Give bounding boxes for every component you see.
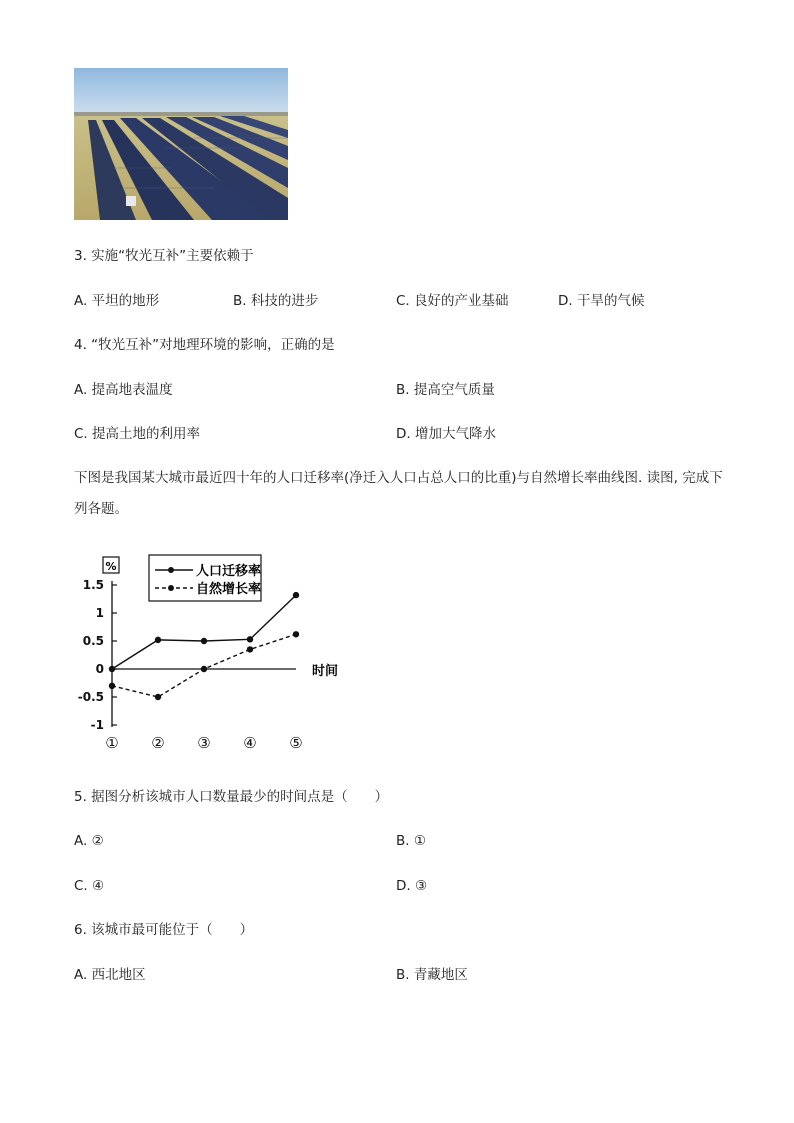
population-rate-chart-svg: [60, 548, 360, 760]
y-tick-label: 0.5: [82, 634, 104, 648]
q5-option-b[interactable]: B. ①: [396, 833, 426, 849]
q3-option-b[interactable]: B. 科技的进步: [233, 293, 319, 309]
q3-option-c[interactable]: C. 良好的产业基础: [396, 293, 509, 309]
question-6-stem: 6. 该城市最可能位于（ ）: [74, 922, 254, 938]
q6-option-a[interactable]: A. 西北地区: [74, 967, 146, 983]
x-axis-label: 时间: [312, 664, 339, 679]
q6-option-b[interactable]: B. 青藏地区: [396, 967, 468, 983]
q4-option-d[interactable]: D. 增加大气降水: [396, 426, 496, 442]
x-tick-label: ③: [197, 734, 211, 752]
q4-option-b[interactable]: B. 提高空气质量: [396, 382, 495, 398]
x-tick-label: ⑤: [289, 734, 303, 752]
series-point-migration: [109, 666, 115, 672]
question-5-stem: 5. 据图分析该城市人口数量最少的时间点是（ ）: [74, 789, 389, 805]
q3-option-d[interactable]: D. 干旱的气候: [558, 293, 645, 309]
series-point-natural: [155, 694, 161, 700]
y-tick-label: 1.5: [82, 578, 104, 592]
q5-option-a[interactable]: A. ②: [74, 833, 104, 849]
population-rate-chart: [60, 548, 360, 760]
series-line-migration: [112, 595, 296, 669]
q5-option-d[interactable]: D. ③: [396, 878, 428, 894]
question-3-stem: 3. 实施“牧光互补”主要依赖于: [74, 248, 254, 264]
series-point-natural: [247, 646, 253, 652]
legend-dashed-marker: [168, 585, 174, 591]
chart-axes: [112, 581, 296, 727]
x-tick-label: ②: [151, 734, 165, 752]
q5-option-c[interactable]: C. ④: [74, 878, 105, 894]
y-tick-label: 0: [95, 662, 104, 676]
series-point-migration: [155, 637, 161, 643]
x-tick-label: ①: [105, 734, 119, 752]
y-tick-label: 1: [95, 606, 104, 620]
series-point-natural: [201, 666, 207, 672]
legend-solid-marker: [168, 567, 174, 573]
legend-label-natural: 自然增长率: [196, 582, 262, 597]
legend-label-migration: 人口迁移率: [196, 564, 262, 579]
chart-intro-paragraph: 下图是我国某大城市最近四十年的人口迁移率(净迁入人口占总人口的比重)与自然增长率曲线图. 读图, 完成下列各题。: [74, 470, 723, 517]
series-point-natural: [293, 631, 299, 637]
q3-option-a[interactable]: A. 平坦的地形: [74, 293, 160, 309]
q4-option-a[interactable]: A. 提高地表温度: [74, 382, 173, 398]
question-4-stem: 4. “牧光互补”对地理环境的影响，正确的是: [74, 337, 335, 353]
y-tick-label: -1: [90, 718, 104, 732]
y-tick-label: -0.5: [77, 690, 104, 704]
series-point-migration: [201, 638, 207, 644]
x-tick-label: ④: [243, 734, 257, 752]
series-point-migration: [247, 636, 253, 642]
y-unit-label: %: [105, 560, 117, 573]
solar-panels-image: [74, 68, 288, 220]
series-point-natural: [109, 683, 115, 689]
solar-field-photo: [74, 68, 288, 220]
chart-series: [109, 592, 299, 700]
q4-option-c[interactable]: C. 提高土地的利用率: [74, 426, 201, 442]
series-point-migration: [293, 592, 299, 598]
